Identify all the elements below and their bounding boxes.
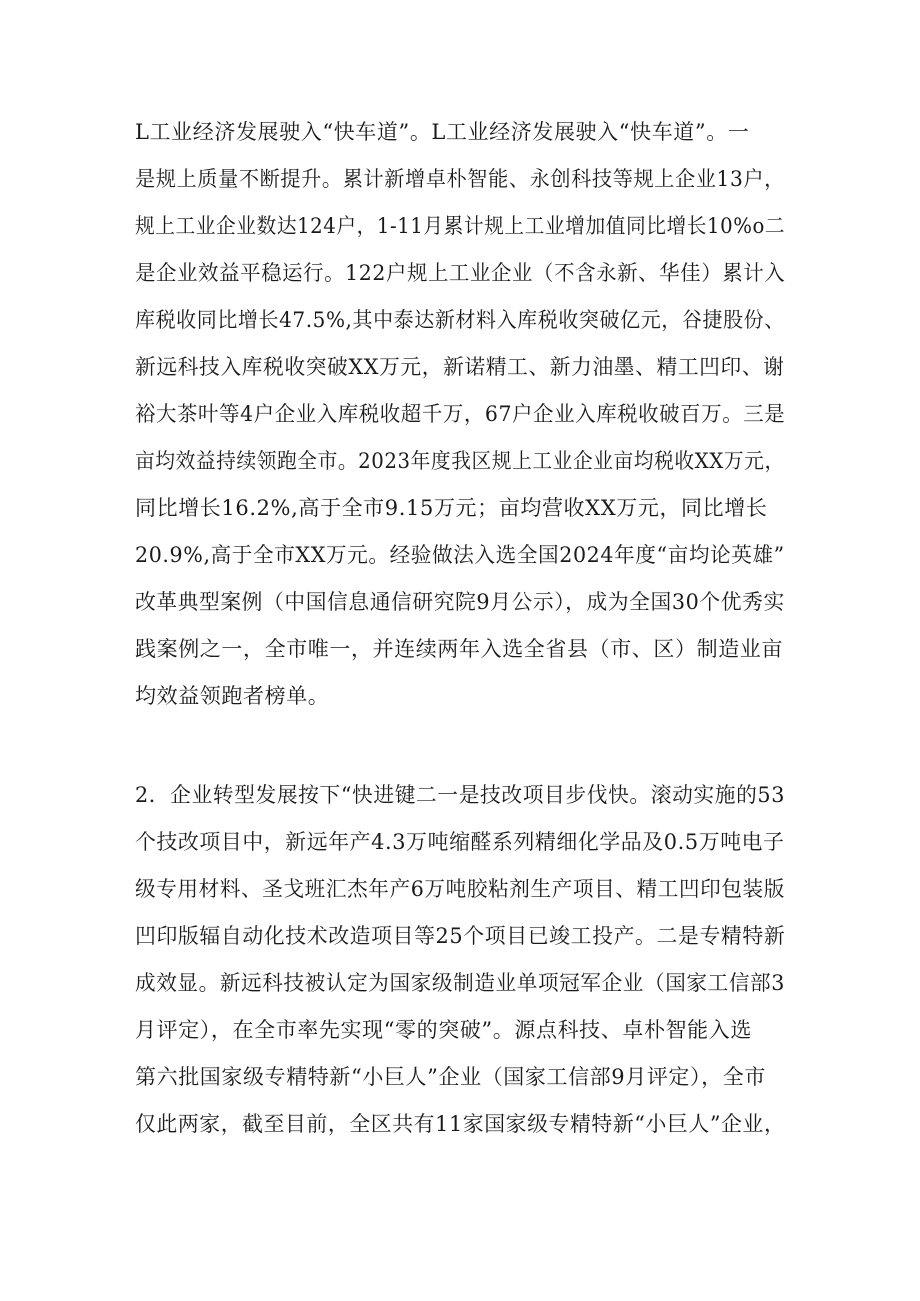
paragraph-line: 库税收同比增长47.5%,其中泰达新材料入库税收突破亿元，谷捷股份、 xyxy=(135,308,785,332)
paragraph-line: 月评定），在全市率先实现“零的突破”。源点科技、卓朴智能入选 xyxy=(135,1018,752,1042)
paragraph-line: 同比增长16.2%,高于全市9.15万元；亩均营收XX万元，同比增长 xyxy=(135,496,768,520)
paragraph-line: 均效益领跑者榜单。 xyxy=(135,684,330,708)
paragraph-line: 20.9%,高于全市XX万元。经验做法入选全国2024年度“亩均论英雄” xyxy=(135,543,785,567)
paragraph-line: 是规上质量不断提升。累计新增卓朴智能、永创科技等规上企业13户， xyxy=(135,167,785,191)
paragraph-line: 级专用材料、圣戈班汇杰年产6万吨胶粘剂生产项目、精工凹印包装版 xyxy=(135,877,785,901)
paragraph-line: 新远科技入库税收突破XX万元，新诺精工、新力油墨、精工凹印、谢 xyxy=(135,355,785,379)
paragraph-line: 凹印版辐自动化技术改造项目等25个项目已竣工投产。二是专精特新 xyxy=(135,924,786,948)
paragraph-line: 第六批国家级专精特新“小巨人”企业（国家工信部9月评定），全市 xyxy=(135,1065,766,1089)
paragraph-line: 个技改项目中，新远年产4.3万吨缩醛系列精细化学品及0.5万吨电子 xyxy=(135,830,785,854)
paragraph-line: 亩均效益持续领跑全市。2023年度我区规上工业企业亩均税收XX万元， xyxy=(135,449,785,473)
paragraph-line: 裕大茶叶等4户企业入库税收超千万，67户企业入库税收破百万。三是 xyxy=(135,402,786,426)
paragraph-line: 仅此两家，截至目前，全区共有11家国家级专精特新“小巨人”企业， xyxy=(135,1112,786,1136)
paragraph-line: L工业经济发展驶入“快车道”。L工业经济发展驶入“快车道”。一 xyxy=(135,120,750,144)
paragraph-line: 践案例之一，全市唯一，并连续两年入选全省县（市、区）制造业亩 xyxy=(135,637,783,661)
paragraph-line: 改革典型案例（中国信息通信研究院9月公示），成为全国30个优秀实 xyxy=(135,590,785,614)
paragraph-line: 2．企业转型发展按下“快进键二一是技改项目步伐快。滚动实施的53 xyxy=(135,783,786,807)
paragraph-line: 规上工业企业数达124户，1-11月累计规上工业增加值同比增长10%o二 xyxy=(135,214,786,238)
paragraph-line: 成效显。新远科技被认定为国家级制造业单项冠军企业（国家工信部3 xyxy=(135,971,785,995)
paragraph-line: 是企业效益平稳运行。122户规上工业企业（不含永新、华佳）累计入 xyxy=(135,261,786,285)
